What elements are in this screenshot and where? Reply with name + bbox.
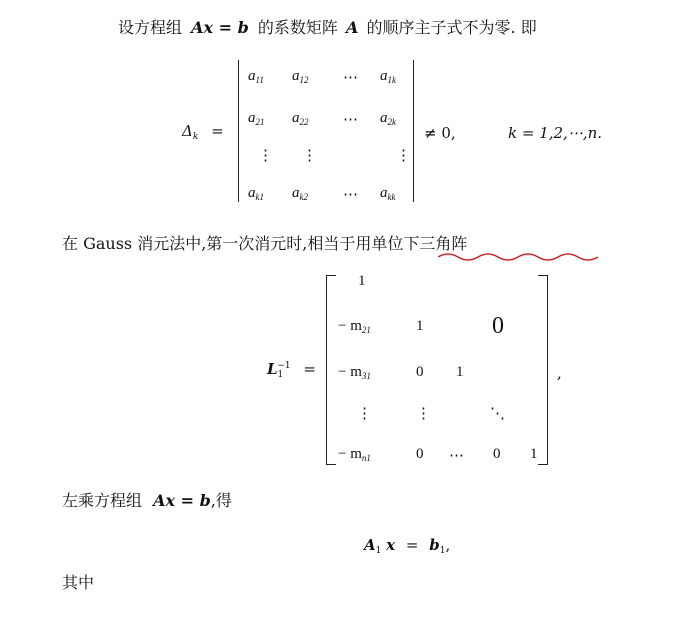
det-entry: ⋮ — [396, 148, 411, 164]
L-entry: 1 — [456, 364, 464, 380]
L-entry: − $m_{21}$ — [338, 318, 371, 335]
spellcheck-underline — [438, 249, 598, 263]
L-entry: 0 — [416, 446, 424, 462]
closing-line: 其中 — [62, 573, 95, 592]
L-entry: 0 — [416, 364, 424, 380]
L-big-zero: 0 — [492, 313, 504, 339]
intro-post: 的顺序主子式不为零. 即 — [366, 18, 537, 37]
L-trailing-comma: , — [557, 364, 562, 382]
intro-pre: 设方程组 — [118, 18, 183, 37]
L-entry: 1 — [358, 273, 366, 289]
delta-lhs: $\Delta_k$ = — [182, 122, 224, 142]
det-entry: $a_{2k}$ — [380, 110, 396, 127]
det-entry: $a_{k2}$ — [292, 185, 308, 202]
det-left-bar — [238, 60, 239, 202]
det-entry: $a_{22}$ — [292, 110, 309, 127]
det-entry: $a_{21}$ — [248, 110, 265, 127]
det-entry: ⋮ — [258, 148, 273, 164]
L-entry: − $m_{n1}$ — [338, 446, 371, 463]
delta-range: k = 1,2,⋯,n. — [508, 124, 603, 142]
intro-mid: 的系数矩阵 — [257, 18, 338, 37]
L-right-bracket — [538, 275, 548, 465]
det-entry: $a_{k1}$ — [248, 185, 264, 202]
result-equation: $A_1$ $x = b_1$, — [364, 536, 451, 556]
delta-neq: ≠ 0, — [424, 124, 456, 142]
det-entry: ⋯ — [343, 70, 358, 86]
L-entry: 1 — [530, 446, 538, 462]
L-entry: ⋮ — [416, 406, 431, 422]
det-entry: $a_{1k}$ — [380, 68, 396, 85]
intro-line — [118, 15, 537, 38]
L-left-bracket — [326, 275, 336, 465]
L-entry: ⋮ — [357, 406, 372, 422]
L-entry: ⋱ — [490, 406, 505, 422]
gauss-line: 在 Gauss 消元法中,第一次消元时,相当于用单位下三角阵 — [62, 234, 468, 253]
det-entry: ⋯ — [343, 187, 358, 203]
det-right-bar — [413, 60, 414, 202]
L-entry: 0 — [493, 446, 501, 462]
L-lhs: $L_1^{-1}$ = — [267, 360, 316, 380]
intro-matrix-A: A — [346, 18, 359, 37]
L-entry: − $m_{31}$ — [338, 364, 371, 381]
det-entry: $a_{12}$ — [292, 68, 309, 85]
det-entry: $a_{kk}$ — [380, 185, 396, 202]
det-entry: ⋮ — [302, 148, 317, 164]
det-entry: $a_{11}$ — [248, 68, 264, 85]
L-entry: 1 — [416, 318, 424, 334]
L-entry: ⋯ — [449, 448, 464, 464]
det-entry: ⋯ — [343, 112, 358, 128]
left-mult-line: 左乘方程组 Ax = b,得 — [62, 491, 232, 510]
intro-equation: Ax = b — [191, 18, 249, 37]
